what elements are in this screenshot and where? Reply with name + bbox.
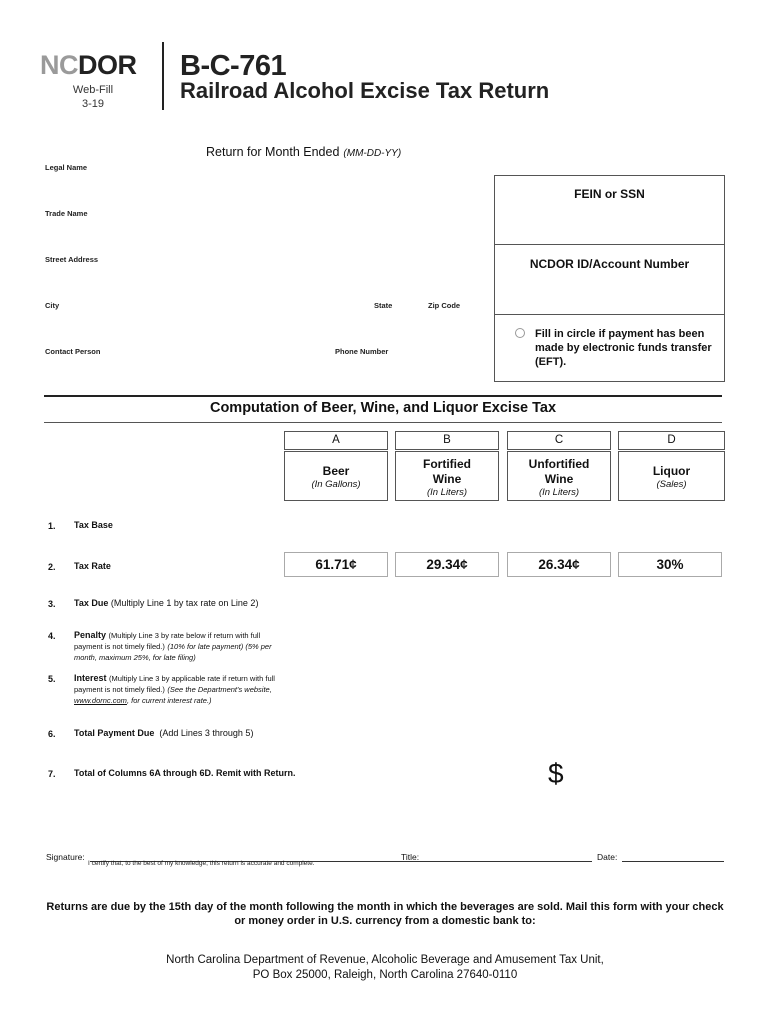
section-rule-top	[44, 395, 722, 397]
line-3-title: Tax Due	[74, 598, 109, 608]
section-rule-bottom	[44, 422, 722, 423]
column-header-b	[395, 451, 499, 501]
line-4-note-a: (Multiply Line 3 by rate below if return with full payment is not timely filed.)	[74, 631, 261, 651]
fein-field[interactable]	[495, 176, 724, 245]
street-address-field[interactable]: Street Address	[45, 255, 99, 264]
line-7-number: 7.	[48, 769, 56, 779]
header-divider	[162, 42, 164, 110]
column-name-d: Liquor	[652, 464, 691, 478]
logo-dor-text: DOR	[78, 50, 137, 80]
address-line-2: PO Box 25000, Raleigh, North Carolina 27640-0110	[252, 969, 518, 981]
title-label: Title:	[401, 852, 420, 862]
dornc-link[interactable]: www.dornc.com	[74, 696, 127, 705]
revision-label: 3-19	[81, 98, 105, 110]
line-6-note: (Add Lines 3 through 5)	[159, 728, 254, 738]
form-number: B-C-761	[180, 50, 287, 82]
column-unit-c: (In Liters)	[538, 487, 580, 498]
city-field[interactable]: City	[45, 301, 60, 310]
date-label: Date:	[597, 852, 618, 862]
tax-rate-b: 29.34¢	[395, 552, 499, 577]
line-7-title: Total of Columns 6A through 6D. Remit with Return.	[74, 768, 296, 778]
column-unit-d: (Sales)	[656, 479, 687, 490]
line-6-number: 6.	[48, 729, 56, 739]
eft-radio[interactable]	[515, 328, 525, 338]
date-field[interactable]	[622, 861, 724, 862]
column-letter-c: C	[507, 431, 611, 450]
line-5-title: Interest	[74, 673, 107, 683]
state-field[interactable]: State	[374, 301, 393, 310]
form-title: Railroad Alcohol Excise Tax Return	[180, 78, 550, 103]
column-header-c	[507, 451, 611, 501]
web-fill-label: Web-Fill	[72, 84, 114, 96]
phone-number-field[interactable]: Phone Number	[335, 347, 389, 356]
line-5-number: 5.	[48, 674, 56, 684]
line-5-note-a: (Multiply Line 3 by applicable rate if return with full payment is not timely filed.)	[74, 674, 275, 694]
logo-nc-text: NC	[40, 50, 78, 80]
ncdor-logo	[40, 50, 148, 80]
line-3-number: 3.	[48, 599, 56, 609]
fein-label: FEIN or SSN	[574, 187, 645, 201]
month-format-hint: (MM-DD-YY)	[343, 148, 402, 159]
zip-code-field[interactable]: Zip Code	[428, 301, 461, 310]
legal-name-field[interactable]: Legal Name	[45, 163, 88, 172]
line-4-title: Penalty	[74, 630, 107, 640]
line-5-label	[74, 673, 289, 706]
line-1-title: Tax Base	[74, 520, 113, 530]
line-2-label	[74, 561, 111, 572]
column-header-d	[618, 451, 725, 501]
line-4-note-b: (10% for late payment) (5% per month, maximum 25%, for late filing)	[74, 642, 272, 662]
column-name-b-2: Wine	[432, 472, 462, 486]
month-ended-label: Return for Month Ended	[206, 145, 340, 159]
account-number-field[interactable]	[495, 245, 724, 315]
line-6-title: Total Payment Due	[74, 728, 155, 738]
line-6-label	[74, 728, 253, 739]
certification-text: I certify that, to the best of my knowledge, this return is accurate and complete.	[88, 860, 315, 867]
column-letter-a: A	[284, 431, 388, 450]
address-line-1: North Carolina Department of Revenue, Alcoholic Beverage and Amusement Tax Unit,	[166, 954, 604, 966]
contact-person-field[interactable]: Contact Person	[45, 347, 101, 356]
month-ended-field[interactable]	[206, 145, 401, 159]
column-header-a	[284, 451, 388, 501]
web-fill-block	[58, 83, 128, 111]
tax-rate-c: 26.34¢	[507, 552, 611, 577]
line-5-note-c: , for current interest rate.)	[126, 696, 212, 705]
line-7-label	[74, 768, 296, 779]
column-name-c-2: Wine	[544, 472, 574, 486]
line-1-label	[74, 520, 113, 531]
account-number-label: NCDOR ID/Account Number	[529, 257, 690, 271]
computation-title: Computation of Beer, Wine, and Liquor Excise Tax	[209, 400, 557, 416]
trade-name-field[interactable]: Trade Name	[45, 209, 88, 218]
line-2-title: Tax Rate	[74, 561, 111, 571]
line-4-number: 4.	[48, 631, 56, 641]
title-field[interactable]	[426, 861, 592, 862]
line-5-note-b: (See the Department's website,	[167, 685, 272, 694]
column-unit-b: (In Liters)	[426, 487, 468, 498]
id-box	[494, 175, 725, 382]
total-dollar-sign: $	[548, 758, 564, 789]
line-3-label	[74, 598, 258, 609]
column-letter-d: D	[618, 431, 725, 450]
due-date-instructions: Returns are due by the 15th day of the month following the month in which the beverages are sold. Mail this form with your check or money order in U.S. currency from a domestic bank to:	[46, 901, 724, 927]
column-unit-a: (In Gallons)	[311, 479, 361, 490]
line-3-note: (Multiply Line 1 by tax rate on Line 2)	[110, 598, 259, 608]
line-4-label	[74, 630, 289, 663]
column-name-c: Unfortified	[528, 457, 590, 471]
tax-rate-d: 30%	[618, 552, 722, 577]
column-name-a: Beer	[322, 464, 350, 478]
column-name-b: Fortified	[423, 457, 471, 471]
column-letter-b: B	[395, 431, 499, 450]
line-1-number: 1.	[48, 521, 56, 531]
line-2-number: 2.	[48, 562, 56, 572]
tax-rate-a: 61.71¢	[284, 552, 388, 577]
signature-label: Signature:	[46, 852, 85, 862]
mailing-address	[40, 953, 730, 983]
eft-label: Fill in circle if payment has been made by electronic funds transfer (EFT).	[535, 328, 712, 368]
